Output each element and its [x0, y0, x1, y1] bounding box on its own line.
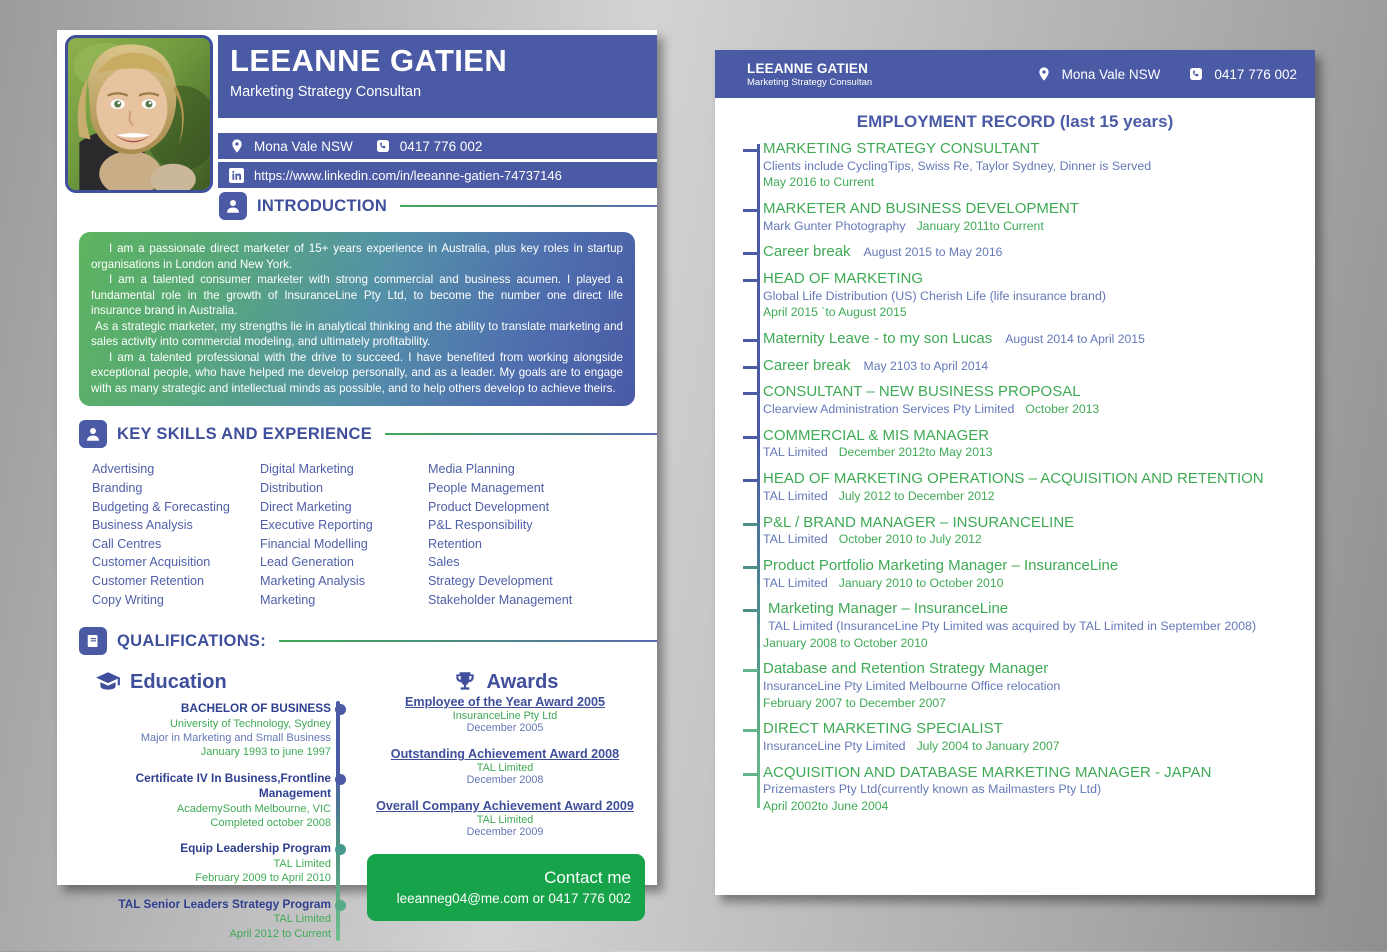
timeline-tick [743, 729, 758, 732]
skill-item: Budgeting & Forecasting [92, 499, 230, 514]
timeline-tick [743, 366, 758, 369]
location-text: Mona Vale NSW [1061, 66, 1161, 82]
timeline-tick [743, 339, 758, 342]
job-title: P&L / BRAND MANAGER – INSURANCELINE [763, 513, 1075, 531]
timeline-tick [743, 523, 758, 526]
education-extra: Major in Marketing and Small Business [140, 732, 331, 745]
education-dates: Completed october 2008 [210, 817, 331, 830]
job-dates: April 2015 `to August 2015 [763, 305, 907, 320]
job-title: Career break [763, 356, 851, 374]
education-institution: TAL Limited [273, 913, 331, 926]
contact-me-box[interactable] [367, 854, 645, 921]
timeline-tick [743, 609, 758, 612]
introduction-section-header [219, 192, 657, 220]
candidate-role: Marketing Strategy Consultan [230, 83, 422, 100]
skill-item: Lead Generation [260, 555, 354, 570]
header-phone [1188, 66, 1297, 82]
education-institution: University of Technology, Sydney [169, 717, 331, 730]
job-entry [763, 383, 1301, 417]
job-entry [763, 720, 1301, 754]
phone-text: 0417 776 002 [399, 138, 483, 154]
job-org: Prizemasters Pty Ltd(currently known as Mailmasters Pty Ltd) [763, 782, 1102, 797]
job-title: ACQUISITION AND DATABASE MARKETING MANAGER - JAPAN [763, 763, 1212, 781]
timeline-tick [743, 392, 758, 395]
job-title: Database and Retention Strategy Manager [763, 660, 1049, 678]
skill-item: Media Planning [428, 462, 515, 477]
intro-paragraph: As a strategic marketer, my strengths lie in analytical thinking and the ability to translate marketing and sales activity into commercial modeling, and ultimately profitability. [91, 319, 623, 349]
timeline-tick [743, 669, 758, 672]
phone-icon [375, 138, 391, 154]
skill-item: Call Centres [92, 536, 162, 551]
skill-item: Branding [92, 480, 143, 495]
job-entry [763, 140, 1301, 191]
education-degree: BACHELOR OF BUSINESS [180, 701, 331, 716]
job-entry [763, 557, 1301, 591]
job-title: Marketing Manager – InsuranceLine [768, 600, 1009, 618]
timeline-tick [743, 149, 758, 152]
job-org: Mark Gunter Photography [763, 218, 906, 233]
job-entry [763, 764, 1301, 815]
education-degree: TAL Senior Leaders Strategy Program [118, 896, 331, 911]
location-text: Mona Vale NSW [254, 138, 353, 154]
award-org: TAL Limited [476, 814, 534, 827]
contact-bar-primary [218, 133, 657, 159]
timeline-tick [743, 209, 758, 212]
skill-item: Financial Modelling [260, 536, 368, 551]
skill-item: Product Development [428, 499, 550, 514]
job-entry [763, 660, 1301, 711]
education-dates: February 2009 to April 2010 [195, 872, 331, 885]
resume-page-1 [57, 30, 657, 940]
job-dates: April 2002to June 2004 [763, 799, 889, 813]
job-dates: August 2014 to April 2015 [1005, 331, 1145, 346]
employment-record-title: EMPLOYMENT RECORD (last 15 years) [856, 112, 1174, 131]
timeline-tick [743, 479, 758, 482]
job-title: MARKETER AND BUSINESS DEVELOPMENT [763, 199, 1079, 217]
job-dates: January 2010 to October 2010 [838, 575, 1004, 590]
job-entry [763, 514, 1301, 548]
award-entry [357, 747, 653, 786]
skill-item: Marketing [260, 592, 316, 607]
intro-paragraph: I am a talented professional with the drive to succeed. I have benefited from working alongside exceptional people, who have helped me develop personally, and as a leader. My goals are to engage with as many strategic and intellectual minds as possible, and to help others develop to achieve theirs. [91, 350, 623, 395]
job-title: MARKETING STRATEGY CONSULTANT [763, 140, 1040, 157]
education-degree: Certificate IV In Business,Frontline Management [135, 770, 331, 801]
skills-column-1 [92, 460, 260, 609]
education-header [73, 669, 357, 695]
job-org: InsuranceLine Pty Limited Melbourne Office relocation [763, 678, 1061, 693]
timeline-dot [335, 704, 346, 715]
timeline-tick [743, 252, 758, 255]
job-org: TAL Limited [763, 445, 828, 460]
job-org: Clients include CyclingTips, Swiss Re, Taylor Sydney, Dinner is Served [763, 158, 1152, 173]
award-entry [357, 799, 653, 838]
section-divider [400, 205, 657, 207]
phone-icon [1188, 66, 1204, 82]
skill-item: Customer Retention [92, 574, 204, 589]
skill-item: Business Analysis [92, 518, 193, 533]
award-title: Employee of the Year Award 2005 [405, 695, 605, 710]
job-entry [763, 200, 1301, 234]
job-org: InsuranceLine Pty Limited [763, 738, 906, 753]
education-timeline [73, 701, 357, 940]
resume-page-2 [715, 50, 1315, 895]
education-entry [73, 701, 331, 759]
qualifications-heading: QUALIFICATIONS: [117, 631, 267, 650]
introduction-heading: INTRODUCTION [257, 196, 388, 215]
education-institution: TAL Limited [273, 858, 331, 871]
person-icon [219, 192, 247, 220]
job-entry [763, 357, 1301, 375]
job-title: DIRECT MARKETING SPECIALIST [763, 720, 1003, 738]
skill-item: People Management [428, 480, 545, 495]
awards-header [357, 669, 653, 695]
section-divider [279, 640, 657, 642]
linkedin-icon [229, 168, 244, 183]
award-entry [357, 695, 653, 734]
job-title: Maternity Leave - to my son Lucas [763, 329, 993, 347]
timeline-tick [743, 436, 758, 439]
skills-section-header [79, 420, 657, 448]
job-entry [763, 330, 1301, 348]
award-title: Overall Company Achievement Award 2009 [376, 799, 634, 814]
job-title: Product Portfolio Marketing Manager – InsuranceLine [763, 556, 1119, 574]
skill-item: Executive Reporting [260, 518, 373, 533]
skill-item: Copy Writing [92, 592, 164, 607]
award-date: December 2008 [466, 774, 544, 787]
job-org: TAL Limited [763, 488, 828, 503]
skill-item: Retention [428, 536, 482, 551]
education-title: Education [130, 670, 227, 693]
skills-heading: KEY SKILLS AND EXPERIENCE [117, 424, 373, 443]
intro-paragraph: I am a talented consumer marketer with strong commercial and business acumen. I played a fundamental role in the growth of InsuranceLine Pty Ltd, to become the number one direct life insurance brand in Australia. [91, 273, 623, 318]
phone-text: 0417 776 002 [1214, 66, 1297, 82]
introduction-text [79, 232, 635, 406]
job-title: Career break [763, 243, 851, 261]
linkedin-url[interactable]: https://www.linkedin.com/in/leeanne-gatien-74737146 [254, 167, 562, 183]
timeline-dot [335, 844, 346, 855]
section-divider [385, 433, 657, 435]
job-org: TAL Limited [763, 575, 828, 590]
candidate-role: Marketing Strategy Consultan [747, 76, 873, 88]
education-degree: Equip Leadership Program [180, 841, 331, 856]
skill-item: Strategy Development [428, 574, 553, 589]
skill-item: Sales [428, 555, 460, 570]
job-org: Clearview Administration Services Pty Limited [763, 401, 1015, 416]
education-entry [73, 841, 331, 885]
job-dates: January 2011to Current [916, 218, 1044, 233]
employment-timeline [715, 140, 1315, 814]
timeline-tick [743, 279, 758, 282]
job-dates: May 2103 to April 2014 [863, 358, 989, 373]
award-org: InsuranceLine Pty Ltd [452, 710, 558, 723]
skill-item: Digital Marketing [260, 462, 354, 477]
skills-column-2 [260, 460, 428, 609]
profile-photo [65, 35, 213, 193]
job-entry [763, 270, 1301, 321]
candidate-name: LEEANNE GATIEN [230, 43, 508, 78]
award-date: December 2005 [466, 722, 544, 735]
job-dates: July 2004 to January 2007 [916, 738, 1060, 753]
candidate-name: LEEANNE GATIEN [747, 60, 869, 76]
timeline-dot [335, 774, 346, 785]
award-title: Outstanding Achievement Award 2008 [390, 747, 620, 762]
timeline-tick [743, 773, 758, 776]
job-dates: December 2012to May 2013 [838, 445, 993, 460]
job-title: HEAD OF MARKETING OPERATIONS – ACQUISITION AND RETENTION [763, 470, 1264, 488]
skills-column-3 [428, 460, 596, 609]
contact-details[interactable]: leeanneg04@me.com or 0417 776 002 [396, 891, 631, 907]
job-dates: October 2013 [1025, 401, 1100, 416]
qualifications-section-header [79, 627, 657, 655]
job-dates: February 2007 to December 2007 [763, 695, 946, 710]
skill-item: P&L Responsibility [428, 518, 533, 533]
skill-item: Distribution [260, 480, 323, 495]
job-dates: October 2010 to July 2012 [838, 532, 982, 547]
job-dates: May 2016 to Current [763, 175, 875, 190]
skill-item: Stakeholder Management [428, 592, 573, 607]
job-title: CONSULTANT – NEW BUSINESS PROPOSAL [763, 383, 1081, 401]
job-dates: January 2008 to October 2010 [763, 635, 928, 650]
awards-block [357, 669, 653, 951]
job-entry [763, 600, 1301, 651]
page2-header [715, 50, 1315, 98]
job-dates: July 2012 to December 2012 [838, 488, 995, 503]
job-entry [763, 427, 1301, 461]
book-icon [79, 627, 107, 655]
trophy-icon [452, 669, 478, 695]
header-location [1036, 66, 1161, 82]
job-org: Global Life Distribution (US) Cherish Life (life insurance brand) [763, 288, 1106, 303]
name-banner [218, 35, 657, 118]
skill-item: Marketing Analysis [260, 574, 365, 589]
intro-paragraph: I am a passionate direct marketer of 15+ years experience in Australia, plus key roles in startup organisations in London and New York. [91, 242, 623, 271]
location-pin-icon [1036, 66, 1052, 82]
job-org: TAL Limited (InsuranceLine Pty Limited was acquired by TAL Limited in September 2008) [768, 619, 1257, 634]
skill-item: Advertising [92, 462, 155, 477]
education-entry [73, 897, 331, 941]
job-dates: August 2015 to May 2016 [863, 245, 1003, 260]
education-institution: AcademySouth Melbourne, VIC [176, 802, 331, 815]
location-pin-icon [229, 138, 245, 154]
education-dates: April 2012 to Current [229, 927, 331, 940]
job-title: COMMERCIAL & MIS MANAGER [763, 426, 990, 444]
job-org: TAL Limited [763, 532, 828, 547]
timeline-line [757, 144, 760, 808]
award-org: TAL Limited [476, 762, 534, 775]
education-block [57, 669, 357, 951]
page1-header [57, 30, 657, 182]
contact-title: Contact me [544, 868, 631, 888]
contact-bar-linkedin[interactable] [218, 162, 657, 188]
job-entry [763, 243, 1301, 261]
skill-item: Direct Marketing [260, 499, 352, 514]
timeline-dot [335, 900, 346, 911]
education-entry [73, 771, 331, 831]
skills-grid [92, 460, 657, 609]
education-dates: January 1993 to june 1997 [200, 746, 331, 759]
job-title: HEAD OF MARKETING [763, 270, 924, 287]
timeline-tick [743, 566, 758, 569]
job-entry [763, 470, 1301, 504]
awards-title: Awards [486, 670, 559, 693]
page2-identity [747, 61, 872, 88]
skill-item: Customer Acquisition [92, 555, 211, 570]
award-date: December 2009 [466, 826, 544, 839]
graduation-cap-icon [95, 669, 121, 695]
person-icon [79, 420, 107, 448]
